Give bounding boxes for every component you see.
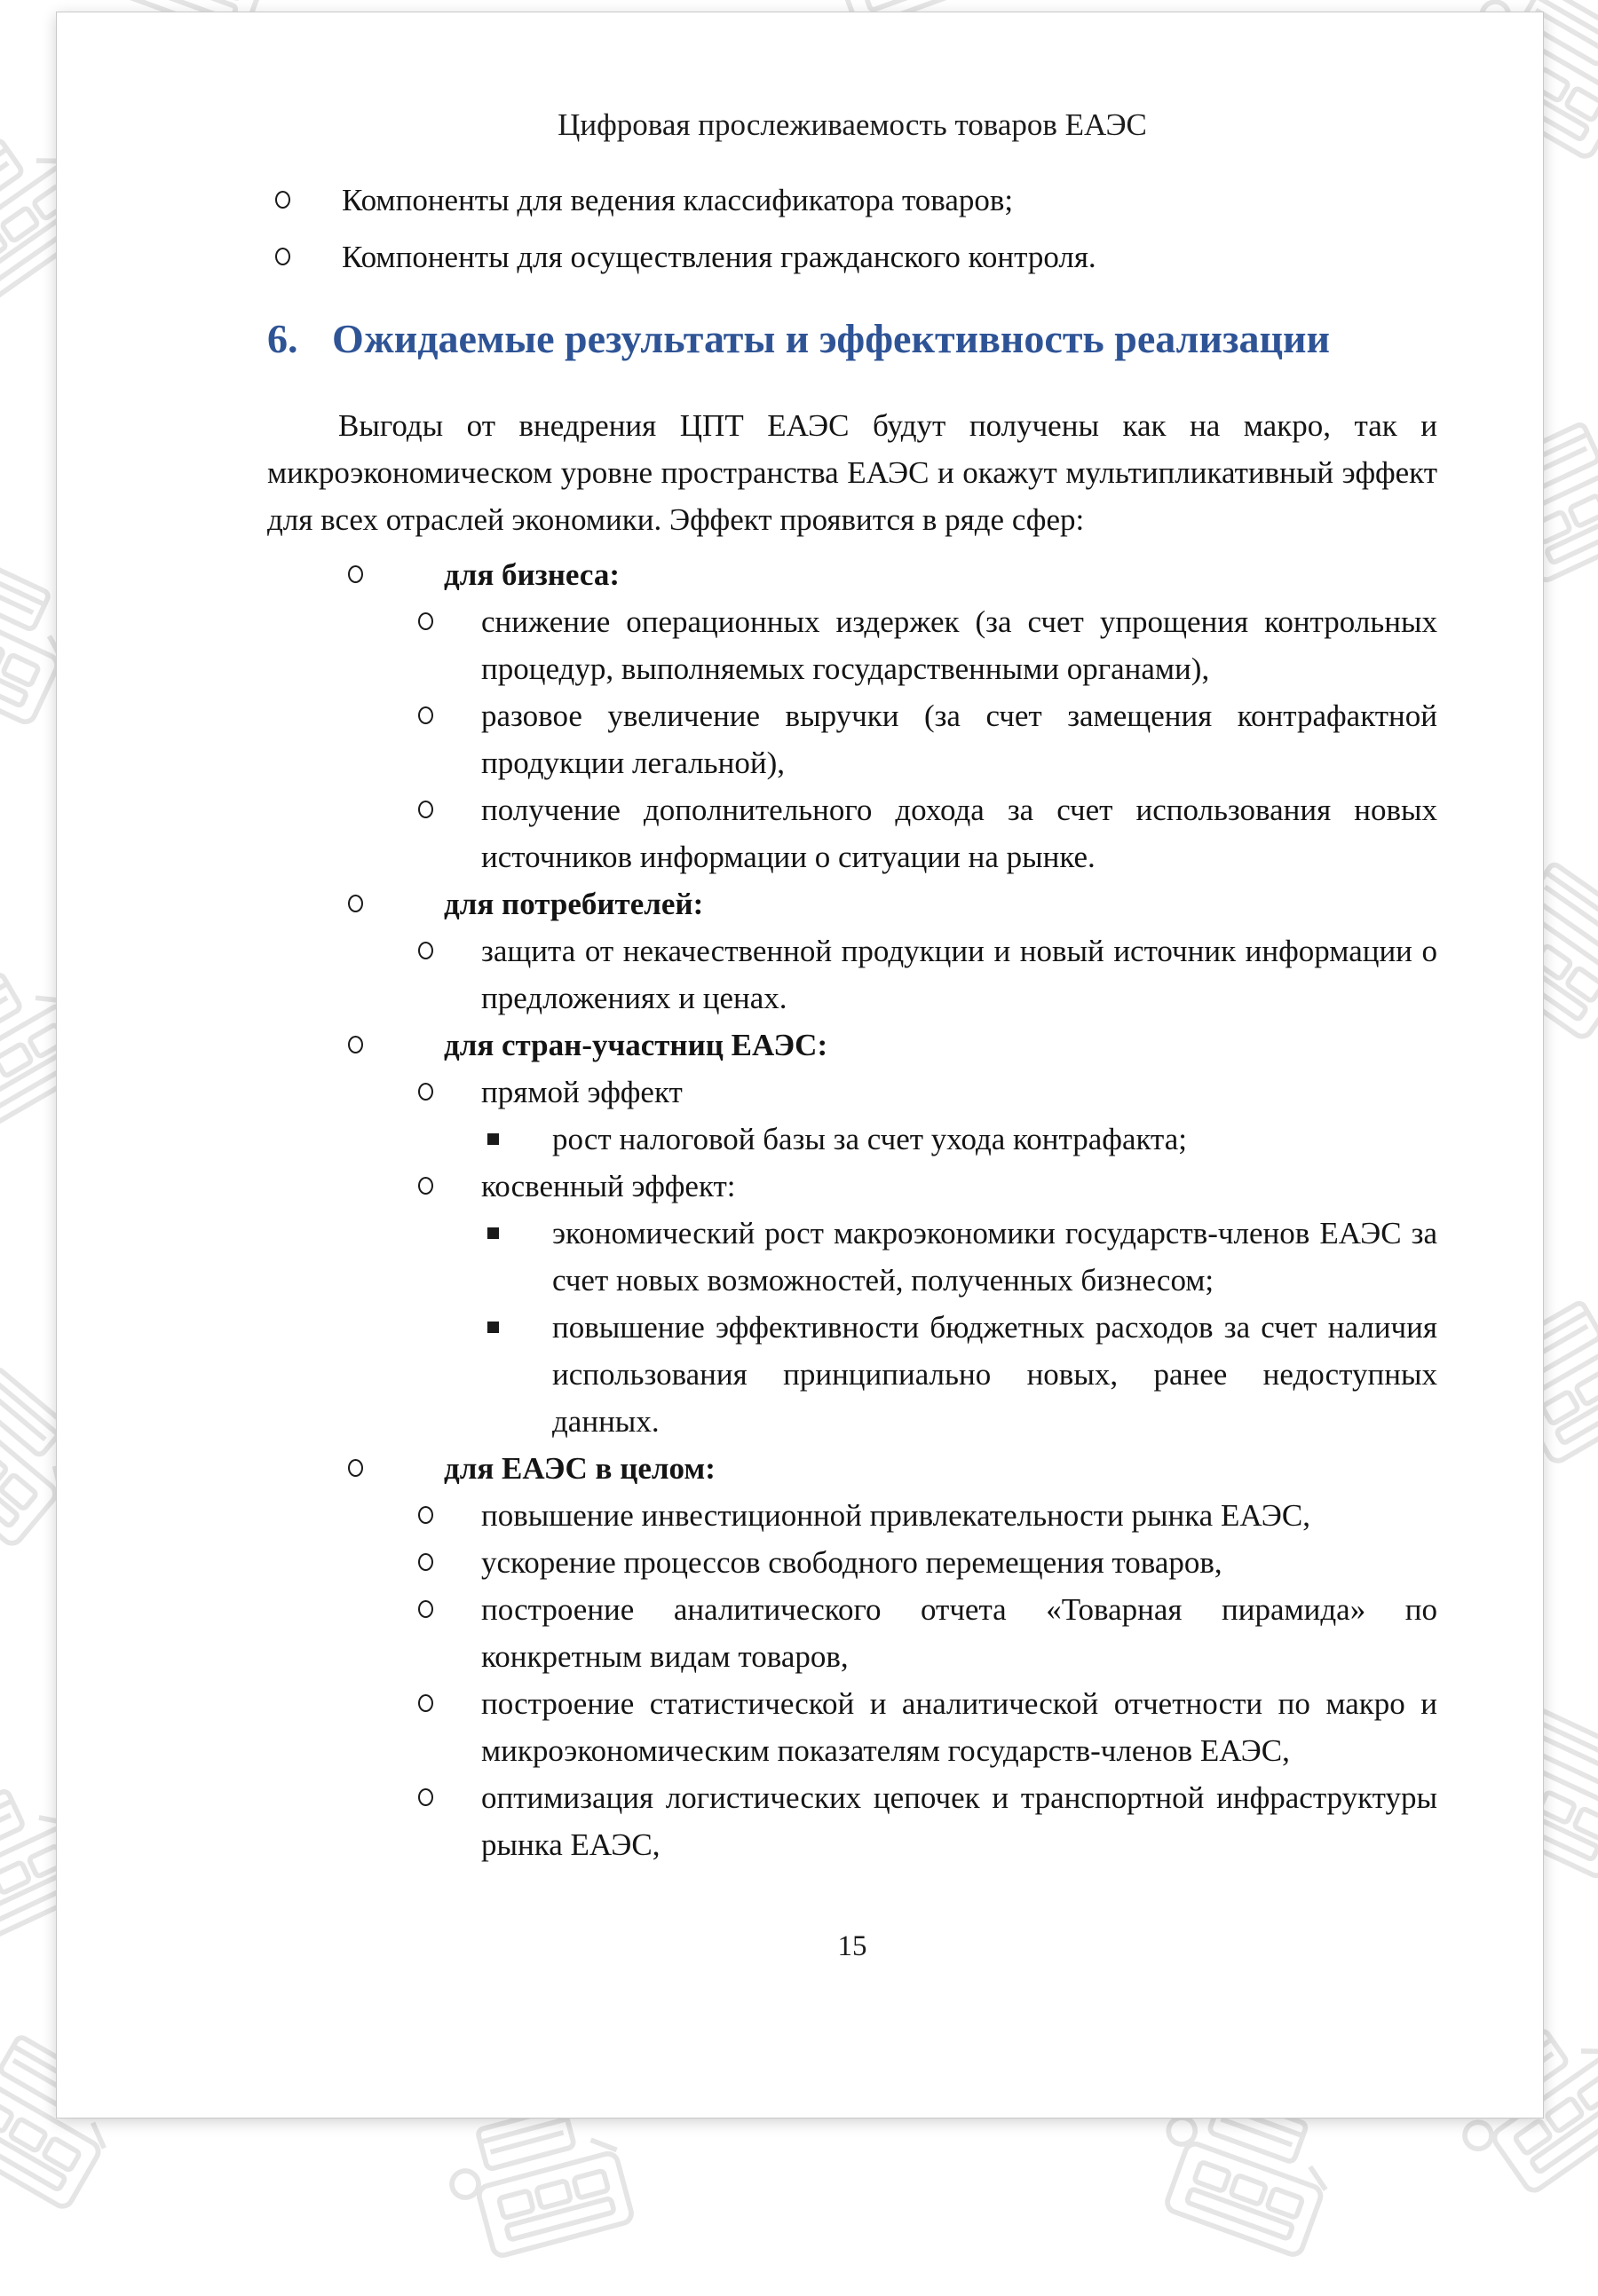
list-item [267, 177, 1437, 224]
circle-bullet-icon [418, 1506, 433, 1524]
circle-bullet-icon [348, 895, 363, 912]
document-page [56, 12, 1544, 2118]
list-item [267, 1116, 1437, 1163]
benefits-list [267, 551, 1437, 1868]
components-list [267, 177, 1437, 280]
circle-bullet-icon [275, 248, 290, 265]
list-item-text: для потребителей: [444, 887, 704, 921]
list-item-text: Компоненты для ведения классификатора товаров; [342, 183, 1014, 217]
list-item [267, 1680, 1437, 1774]
circle-bullet-icon [418, 1553, 433, 1571]
circle-bullet-icon [418, 1694, 433, 1712]
list-item-text: получение дополнительного дохода за счет использования новых источников информации о ситуации на рынке. [481, 793, 1437, 874]
list-item [267, 1586, 1437, 1680]
list-item [267, 1304, 1437, 1445]
list-item-text: повышение инвестиционной привлекательности рынка ЕАЭС, [481, 1498, 1310, 1533]
circle-bullet-icon [418, 612, 433, 630]
list-item-text: для бизнеса: [444, 557, 621, 592]
list-item [267, 1022, 1437, 1069]
list-item-text: прямой эффект [481, 1075, 683, 1109]
list-item-text: ускорение процессов свободного перемещения товаров, [481, 1545, 1222, 1580]
list-item-text: оптимизация логистических цепочек и транспортной инфраструктуры рынка ЕАЭС, [481, 1780, 1437, 1862]
circle-bullet-icon [418, 1600, 433, 1618]
list-item-text: повышение эффективности бюджетных расходов за счет наличия использования принципиально новых, ранее недоступных данных. [552, 1310, 1437, 1439]
list-item-text: защита от некачественной продукции и новый источник информации о предложениях и ценах. [481, 934, 1437, 1015]
page-content [267, 12, 1437, 1965]
list-item [267, 1163, 1437, 1210]
list-item [267, 880, 1437, 927]
page-number: 15 [837, 1930, 867, 1962]
list-item [267, 598, 1437, 692]
list-item-text: для ЕАЭС в целом: [444, 1451, 716, 1486]
list-item [267, 1539, 1437, 1586]
running-header: Цифровая прослеживаемость товаров ЕАЭС [558, 107, 1147, 142]
list-item [267, 1445, 1437, 1492]
list-item-text: рост налоговой базы за счет ухода контрафакта; [552, 1122, 1188, 1156]
list-item [267, 1210, 1437, 1304]
section-number: 6. [267, 316, 298, 361]
list-item [267, 1774, 1437, 1868]
list-item-text: разовое увеличение выручки (за счет замещения контрафактной продукции легальной), [481, 698, 1437, 780]
intro-paragraph: Выгоды от внедрения ЦПТ ЕАЭС будут получены как на макро, так и микроэкономическом уровне пространства ЕАЭС и окажут мультипликативный эффект для всех отраслей экономики. Эффект проявится в ряде сфер: [267, 408, 1437, 537]
circle-bullet-icon [418, 1083, 433, 1101]
circle-bullet-icon [418, 1788, 433, 1806]
circle-bullet-icon [348, 565, 363, 583]
list-item [267, 551, 1437, 598]
list-item-text: построение аналитического отчета «Товарная пирамида» по конкретным видам товаров, [481, 1592, 1437, 1674]
section-title: Ожидаемые результаты и эффективность реализации [332, 316, 1330, 361]
circle-bullet-icon [418, 1177, 433, 1195]
list-item [267, 927, 1437, 1022]
list-item-text: для стран-участниц ЕАЭС: [444, 1028, 828, 1062]
circle-bullet-icon [418, 706, 433, 724]
circle-bullet-icon [348, 1459, 363, 1477]
square-bullet-icon [487, 1133, 499, 1145]
circle-bullet-icon [275, 191, 290, 209]
list-item-text: экономический рост макроэкономики государств-членов ЕАЭС за счет новых возможностей, полученных бизнесом; [552, 1216, 1437, 1298]
circle-bullet-icon [348, 1036, 363, 1053]
list-item-text: косвенный эффект: [481, 1169, 736, 1203]
list-item-text: Компоненты для осуществления гражданского контроля. [342, 240, 1096, 274]
circle-bullet-icon [418, 942, 433, 959]
list-item [267, 233, 1437, 280]
list-item [267, 692, 1437, 786]
list-item [267, 1069, 1437, 1116]
square-bullet-icon [487, 1227, 499, 1239]
circle-bullet-icon [418, 801, 433, 818]
square-bullet-icon [487, 1322, 499, 1333]
section-heading [267, 313, 1437, 365]
list-item-text: построение статистической и аналитической отчетности по макро и микроэкономическим показателям государств-членов ЕАЭС, [481, 1686, 1437, 1768]
list-item [267, 1492, 1437, 1539]
list-item [267, 786, 1437, 880]
list-item-text: снижение операционных издержек (за счет упрощения контрольных процедур, выполняемых государственными органами), [481, 604, 1437, 686]
